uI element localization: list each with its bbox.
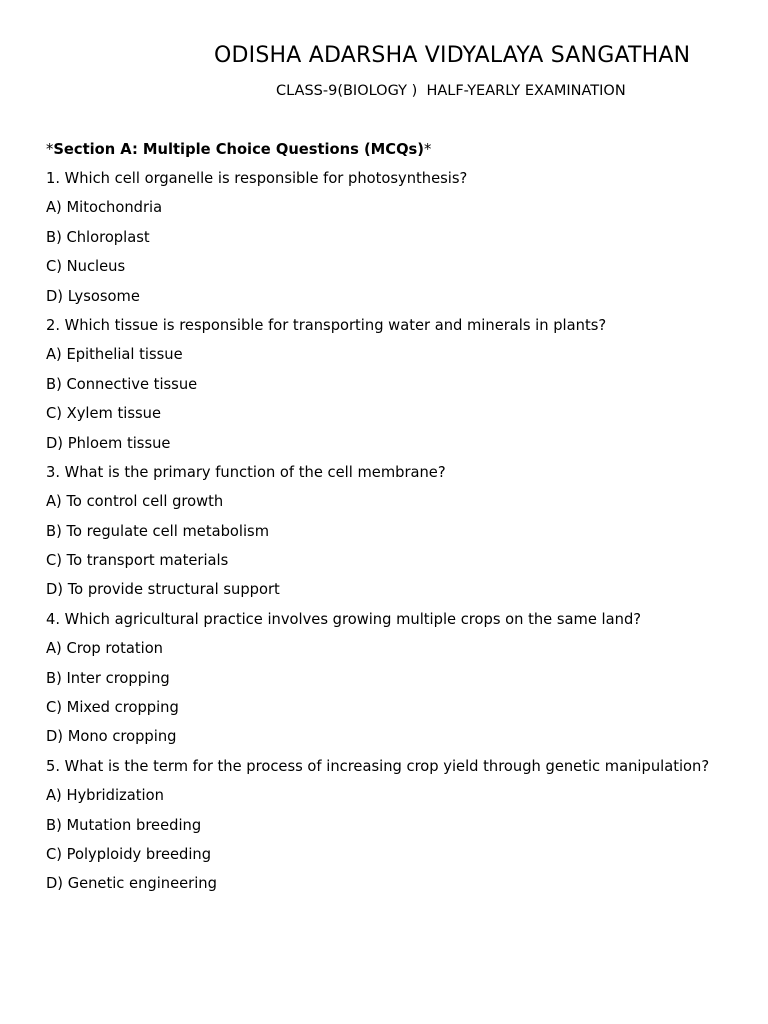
- question-3: [46, 463, 726, 600]
- section-prefix: *: [46, 141, 54, 158]
- question-paper-body: [46, 140, 726, 904]
- question-4: [46, 610, 726, 747]
- question-text: 2. Which tissue is responsible for transporting water and minerals in plants?: [46, 316, 607, 334]
- section-heading: [46, 140, 726, 159]
- option-d: D) To provide structural support: [46, 581, 280, 599]
- question-text: 3. What is the primary function of the cell membrane?: [46, 463, 446, 481]
- question-2: [46, 316, 726, 453]
- question-text: 5. What is the term for the process of increasing crop yield through genetic manipulation?: [46, 757, 710, 775]
- option-a: A) Hybridization: [46, 787, 164, 805]
- question-1: [46, 169, 726, 306]
- question-5: [46, 757, 726, 894]
- exam-title: CLASS-9(BIOLOGY ) HALF-YEARLY EXAMINATION: [276, 83, 626, 99]
- option-a: A) Mitochondria: [46, 199, 163, 217]
- option-c: C) Xylem tissue: [46, 405, 161, 423]
- option-d: D) Phloem tissue: [46, 434, 171, 452]
- option-d: D) Mono cropping: [46, 728, 177, 746]
- option-c: C) Mixed cropping: [46, 699, 179, 717]
- option-b: B) Chloroplast: [46, 228, 150, 246]
- option-b: B) Connective tissue: [46, 375, 198, 393]
- option-b: B) Mutation breeding: [46, 816, 202, 834]
- option-a: A) Crop rotation: [46, 640, 163, 658]
- option-b: B) Inter cropping: [46, 669, 170, 687]
- section-suffix: *: [424, 141, 432, 158]
- question-text: 4. Which agricultural practice involves growing multiple crops on the same land?: [46, 610, 642, 628]
- option-a: A) Epithelial tissue: [46, 346, 183, 364]
- option-d: D) Genetic engineering: [46, 875, 217, 893]
- school-name: ODISHA ADARSHA VIDYALAYA SANGATHAN: [214, 43, 691, 68]
- section-title: Section A: Multiple Choice Questions (MCQs): [53, 141, 425, 158]
- option-c: C) Nucleus: [46, 258, 126, 276]
- option-c: C) To transport materials: [46, 552, 229, 570]
- option-b: B) To regulate cell metabolism: [46, 522, 270, 540]
- option-c: C) Polyploidy breeding: [46, 845, 212, 863]
- option-d: D) Lysosome: [46, 287, 140, 305]
- option-a: A) To control cell growth: [46, 493, 224, 511]
- question-text: 1. Which cell organelle is responsible for photosynthesis?: [46, 170, 468, 187]
